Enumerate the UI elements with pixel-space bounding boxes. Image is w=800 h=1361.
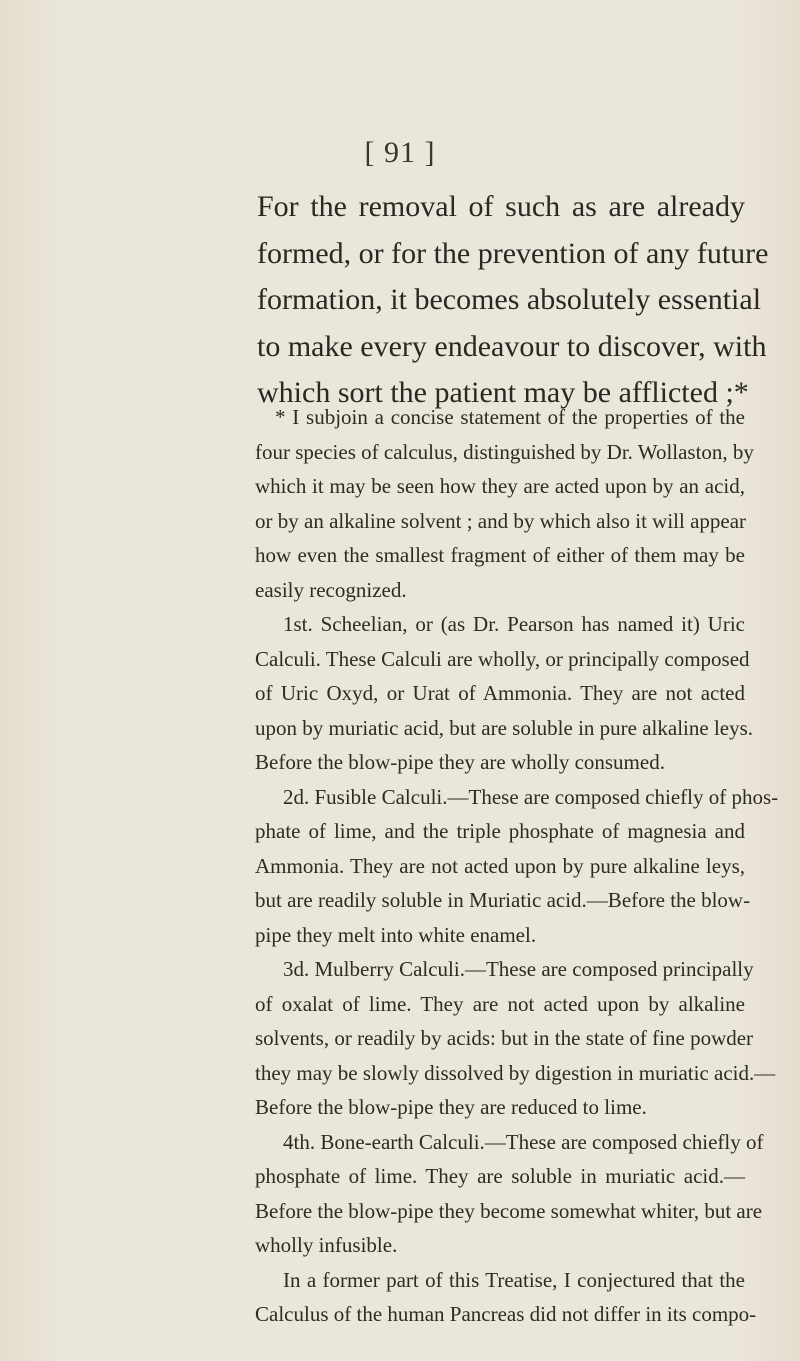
footnote-line: but are readily soluble in Muriatic acid.—Before the blow- (255, 888, 751, 912)
footnote-line: they may be slowly dissolved by digestion in muriatic acid.— (255, 1060, 776, 1085)
footnote-line: of oxalat of lime. They are not acted upon by alkaline (255, 991, 745, 1016)
footnote-block (255, 400, 779, 1332)
main-text-line: For the removal of such as are already (257, 190, 745, 223)
footnote-line: pipe they melt into white enamel. (255, 922, 537, 947)
main-text-line: which sort the patient may be afflicted ;* (257, 376, 749, 409)
footnote-line: or by an alkaline solvent ; and by which also it will appear (255, 508, 747, 533)
main-text-block (257, 184, 769, 417)
footnote-line: In a former part of this Treatise, I conjectured that the (283, 1267, 745, 1292)
main-text-line: formation, it becomes absolutely essential (257, 283, 762, 316)
footnote-line: how even the smallest fragment of either of them may be (255, 543, 745, 567)
main-text-line: to make every endeavour to discover, with (257, 329, 767, 363)
page-number: [ 91 ] (364, 136, 436, 169)
footnote-line: upon by muriatic acid, but are soluble in pure alkaline leys. (255, 715, 754, 740)
footnote-line: Ammonia. They are not acted upon by pure alkaline leys, (255, 853, 745, 878)
footnote-line: 3d. Mulberry Calculi.—These are composed principally (283, 957, 754, 981)
footnote-line: of Uric Oxyd, or Urat of Ammonia. They are not acted (255, 681, 745, 705)
footnote-line: solvents, or readily by acids: but in the state of fine powder (255, 1026, 754, 1050)
footnote-line: which it may be seen how they are acted upon by an acid, (255, 474, 745, 498)
footnote-line: Calculi. These Calculi are wholly, or principally composed (255, 646, 750, 671)
footnote-line: easily recognized. (255, 577, 407, 602)
footnote-line: Calculus of the human Pancreas did not differ in its compo- (255, 1302, 757, 1326)
footnote-line: 1st. Scheelian, or (as Dr. Pearson has named it) Uric (283, 612, 745, 636)
footnote-line: Before the blow-pipe they are reduced to lime. (255, 1095, 647, 1119)
footnote-line: Before the blow-pipe they become somewhat whiter, but are (255, 1198, 763, 1223)
footnote-line: wholly infusible. (255, 1233, 398, 1257)
main-text-line: formed, or for the prevention of any future (257, 236, 769, 270)
footnote-line: Before the blow-pipe they are wholly consumed. (255, 750, 665, 774)
footnote-line: four species of calculus, distinguished by Dr. Wollaston, by (255, 439, 754, 464)
footnote-line: * I subjoin a concise statement of the properties of the (275, 405, 745, 429)
footnote-line: 4th. Bone-earth Calculi.—These are composed chiefly of (283, 1129, 764, 1154)
footnote-line: phosphate of lime. They are soluble in muriatic acid.— (255, 1164, 745, 1188)
footnote-line: phate of lime, and the triple phosphate of magnesia and (255, 819, 745, 843)
footnote-line: 2d. Fusible Calculi.—These are composed chiefly of phos- (283, 784, 779, 809)
